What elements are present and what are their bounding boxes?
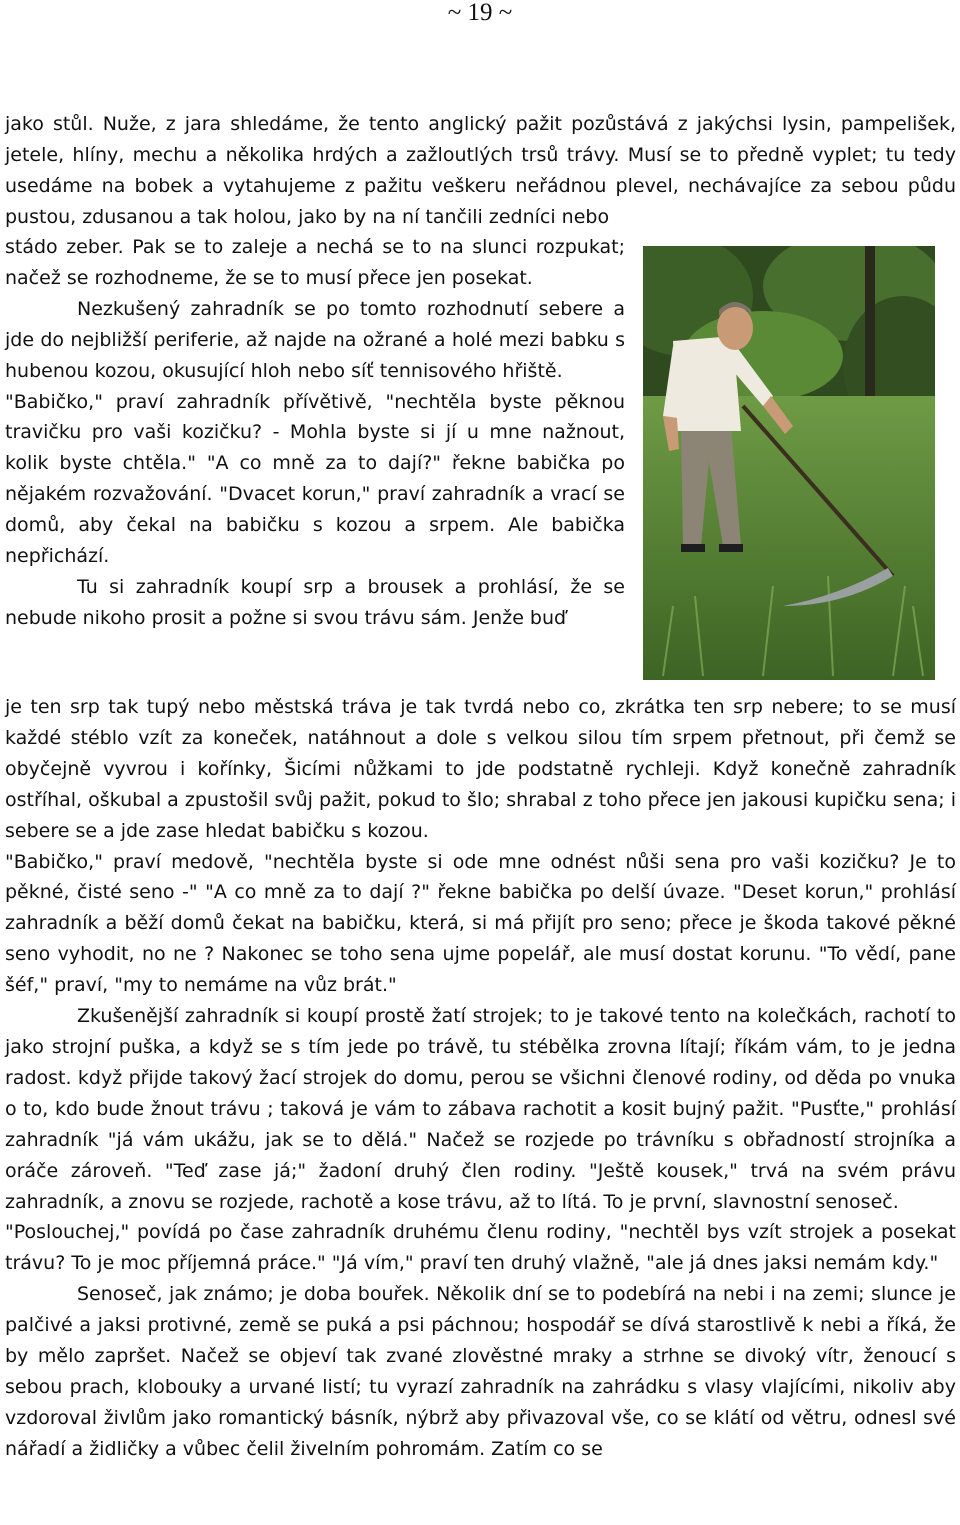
page-number: ~ 19 ~ xyxy=(447,0,513,26)
article-wrapped-text xyxy=(5,232,625,634)
paragraph: stádo zeber. Pak se to zaleje a nechá se to na slunci rozpukat; načež se rozhodneme, že se to musí přece jen posekat. xyxy=(5,236,625,289)
paragraph: Tu si zahradník koupí srp a brousek a prohlásí, že se nebude nikoho prosit a požne si svou trávu sám. Jenže buď xyxy=(5,575,625,629)
article-body xyxy=(5,692,956,1465)
paragraph: Zkušenější zahradník si koupí prostě žatí strojek; to je takové tento na kolečkách, rachotí to jako strojní puška, a když se s tím jede po trávě, tu stébělka zrovna lítají; říkám vám, to je jedna radost. když přijde takový žací strojek do domu, perou se všichni členové rodiny, od děda po vnuka o to, kdo bude žnout trávu ; taková je vám to zábava rachotit a kosit bujný pažit. "Pusťte," prohlásí zahradník "já vám ukážu, jak se to dělá." Načež se rozjede po trávníku s obřadností strojníka a oráče zároveň. "Teď zase já;" žadoní druhý člen rodiny. "Ještě kousek," trvá na svém právu zahradník, a znovu se rozjede, rachotě a kose trávu, až to lítá. To je první, slavnostní senoseč. xyxy=(5,1005,956,1213)
paragraph: je ten srp tak tupý nebo městská tráva je tak tvrdá nebo co, zkrátka ten srp nebere; to se musí každé stéblo vzít za koneček, natáhnout a dole s velkou silou tím srpem přetnout, při čemž se obyčejně vyvrou i kořínky, Šicími nůžkami to jde podstatně rychleji. Když konečně zahradník ostříhal, oškubal a zpustošil svůj pažit, pokud to šlo; shrabal z toho přece jen jakousi kupičku sena; i sebere se a jde zase hledat babičku s kozou. xyxy=(5,696,956,842)
photo-man-scything-grass xyxy=(643,246,935,680)
paragraph: jako stůl. Nuže, z jara shledáme, že tento anglický pažit pozůstává z jakýchsi lysin, pampelišek, jetele, hlíny, mechu a několika hrdých a zažloutlých trsů trávy. Musí se to předně vyplet; tu tedy usedáme na bobek a vytahujeme z pažitu veškeru neřádnou plevel, nechávajíce za sebou půdu pustou, zdusanou a tak holou, jako by na ní tančili zedníci nebo xyxy=(5,113,956,228)
paragraph: "Babičko," praví zahradník přívětivě, "nechtěla byste pěknou travičku pro vaši kozičku? - Mohla byste si jí u mne nažnout, kolik byste chtěla." "A co mně za to dají?" řekne babička po nějakém rozvažování. "Dvacet korun," praví zahradník a vrací se domů, aby čekal na babičku s kozou a srpem. Ale babička nepřichází. xyxy=(5,390,625,568)
paragraph: Senoseč, jak známo; je doba bouřek. Několik dní se to podebírá na nebi i na zemi; slunce je palčivé a jaksi protivné, země se puká a psi páchnou; hospodář se dívá starostlivě k nebi a říká, že by mělo zapršet. Načež se objeví tak zvané zlověstné mraky a strhne se divoký vítr, ženoucí s sebou prach, klobouky a urvané listí; tu vyrazí zahradník na zahrádku s vlasy vlajícími, nikoliv aby vzdoroval živlům jako romantický básník, nýbrž aby přivazoval vše, co se klátí od větru, odnesl své nářadí a židličky a vůbec čelil živelním pohromám. Zatím co se xyxy=(5,1283,956,1460)
paragraph: "Poslouchej," povídá po čase zahradník druhému členu rodiny, "nechtěl bys vzít strojek a posekat trávu? To je moc příjemná práce." "Já vím," praví ten druhý vlažně, "ale já dnes jaksi nemám kdy." xyxy=(5,1221,956,1275)
paragraph: Nezkušený zahradník se po tomto rozhodnutí sebere a jde do nejbližší periferie, až najde na ožrané a holé mezi babku s hubenou kozou, okusující hloh nebo síť tennisového hřiště. xyxy=(5,297,625,382)
paragraph: "Babičko," praví medově, "nechtěla byste si ode mne odnést nůši sena pro vaši kozičku? Je to pěkné, čisté seno -" "A co mně za to dají ?" řekne babička po delší úvaze. "Deset korun," prohlásí zahradník a běží domů čekat na babičku, která, si má přijít pro seno; přece je škoda takové pěkné seno vyhodit, no ne ? Nakonec se toho sena ujme popelář, ale musí dostat korunu. "To vědí, pane šéf," praví, "my to nemáme na vůz brát." xyxy=(5,850,956,997)
article-intro xyxy=(5,109,956,233)
